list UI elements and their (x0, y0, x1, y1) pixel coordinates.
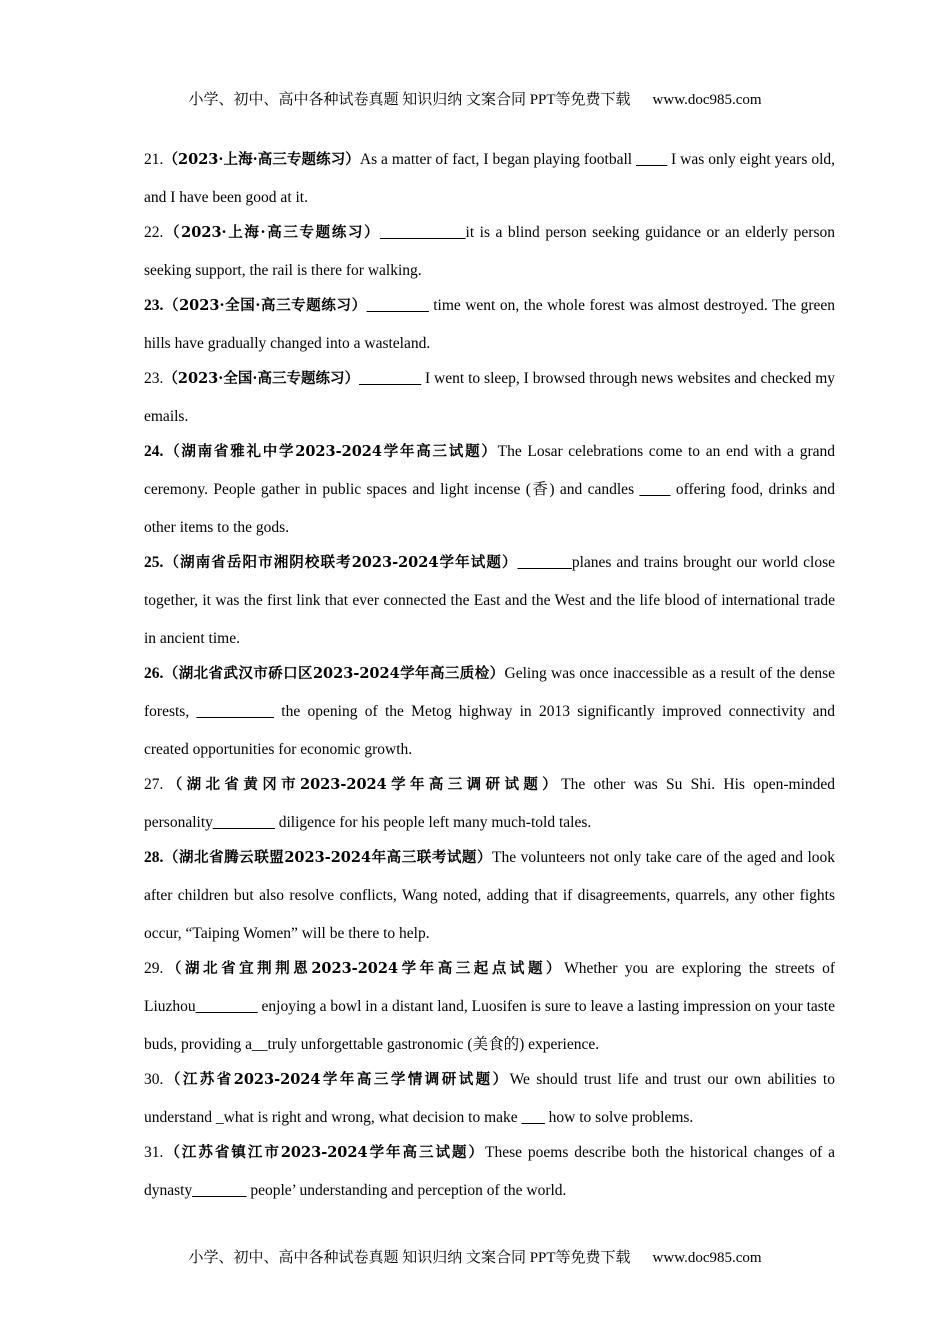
question-text: These poems describe both the historical changes of a dynasty (144, 1144, 836, 1199)
question-text: The volunteers not only take care of the aged and look after children but also resolve conflicts, Wang noted, adding that if disagreements, quarrels, any other fights occur, “Taiping Women” will be there to help. (144, 849, 836, 942)
question-text: I was only eight years old, and I have been good at it. (144, 151, 835, 206)
question-number: 23. (144, 370, 164, 387)
question-text: diligence for his people left many much-told tales. (274, 814, 592, 831)
question-23b (144, 360, 835, 436)
footer-text: 小学、初中、高中各种试卷真题 知识归纳 文案合同 PPT等免费下载 (188, 1250, 631, 1266)
question-24 (144, 433, 835, 547)
question-source: （江苏省2023-2024学年高三学情调研试题） (163, 1071, 510, 1088)
answer-blank: ___________ (380, 224, 466, 241)
answer-blank: ____ (639, 481, 671, 498)
question-number: 28. (144, 849, 164, 866)
question-source: （2023·上海·高三专题练习） (163, 151, 360, 168)
header-text: 小学、初中、高中各种试卷真题 知识归纳 文案合同 PPT等免费下载 (188, 92, 631, 108)
footer-url[interactable]: www.doc985.com (652, 1250, 762, 1266)
question-29 (144, 950, 835, 1064)
answer-blank: _______ (192, 1182, 247, 1199)
question-23a (144, 287, 835, 363)
page-header (0, 88, 950, 109)
question-text: people’ understanding and perception of the world. (246, 1182, 567, 1199)
question-text: The other was Su Shi. His open-minded personality (144, 776, 835, 831)
question-number: 25. (144, 554, 164, 571)
question-text: the opening of the Metog highway in 2013 significantly improved connectivity and created opportunities for economic growth. (144, 703, 835, 758)
answer-blank: ________ (212, 814, 275, 831)
question-text: how to solve problems. (544, 1109, 694, 1126)
question-text: enjoying a bowl in a distant land, Luosifen is sure to leave a lasting impression on your taste buds, providing a__truly unforgettable gastronomic (美食的) experience. (144, 998, 835, 1053)
question-number: 21. (144, 151, 164, 168)
answer-blank: ________ (366, 297, 429, 314)
header-url[interactable]: www.doc985.com (652, 92, 762, 108)
question-text: Geling was once inaccessible as a result of the dense forests, (144, 665, 835, 720)
question-source: （2023·上海·高三专题练习） (163, 224, 381, 241)
question-number: 29. (144, 960, 164, 977)
question-number: 31. (144, 1144, 164, 1161)
question-source: （2023·全国·高三专题练习） (163, 297, 367, 314)
page-footer (0, 1246, 950, 1267)
question-source: （2023·全国·高三专题练习） (163, 370, 360, 387)
question-text: offering food, drinks and other items to the gods. (144, 481, 835, 536)
answer-blank: ____ (636, 151, 668, 168)
question-source: （湖北省武汉市硚口区2023-2024学年高三质检） (163, 665, 505, 682)
question-text: The Losar celebrations come to an end with a grand ceremony. People gather in public spaces and light incense (香) and candles (144, 443, 835, 498)
question-27 (144, 766, 835, 842)
question-text: We should trust life and trust our own abilities to understand _what is right and wrong, what decision to make (144, 1071, 835, 1126)
question-text: As a matter of fact, I began playing football (359, 151, 637, 168)
question-text: it is a blind person seeking guidance or an elderly person seeking support, the rail is there for walking. (144, 224, 835, 279)
question-28 (144, 839, 835, 953)
question-number: 23. (144, 297, 164, 314)
question-source: （湖北省宜荆荆恩2023-2024学年高三起点试题） (163, 960, 565, 977)
question-25 (144, 544, 835, 658)
answer-blank: ________ (195, 998, 258, 1015)
question-26 (144, 655, 835, 769)
answer-blank: ________ (359, 370, 422, 387)
answer-blank: ___ (521, 1109, 545, 1126)
question-22 (144, 214, 835, 290)
question-number: 30. (144, 1071, 164, 1088)
question-number: 22. (144, 224, 164, 241)
question-31 (144, 1134, 835, 1210)
question-text: planes and trains brought our world close together, it was the first link that ever connected the East and the West and the life blood of international trade in ancient time. (144, 554, 835, 647)
question-text: I went to sleep, I browsed through news websites and checked my emails. (144, 370, 836, 425)
question-source: （江苏省镇江市2023-2024学年高三试题） (163, 1144, 486, 1161)
question-source: （湖南省岳阳市湘阴校联考2023-2024学年试题） (163, 554, 518, 571)
question-number: 24. (144, 443, 164, 460)
answer-blank: _______ (517, 554, 572, 571)
answer-blank: __________ (196, 703, 274, 720)
question-number: 27. (144, 776, 164, 793)
question-21 (144, 141, 835, 217)
question-number: 26. (144, 665, 164, 682)
question-text: Whether you are exploring the streets of Liuzhou (144, 960, 835, 1015)
question-source: （湖北省黄冈市2023-2024学年高三调研试题） (163, 776, 562, 793)
question-source: （湖北省腾云联盟2023-2024年高三联考试题） (163, 849, 493, 866)
question-30 (144, 1061, 835, 1137)
question-list (144, 141, 835, 1207)
question-source: （湖南省雅礼中学2023-2024学年高三试题） (163, 443, 498, 460)
question-text: time went on, the whole forest was almost destroyed. The green hills have gradually changed into a wasteland. (144, 297, 835, 352)
